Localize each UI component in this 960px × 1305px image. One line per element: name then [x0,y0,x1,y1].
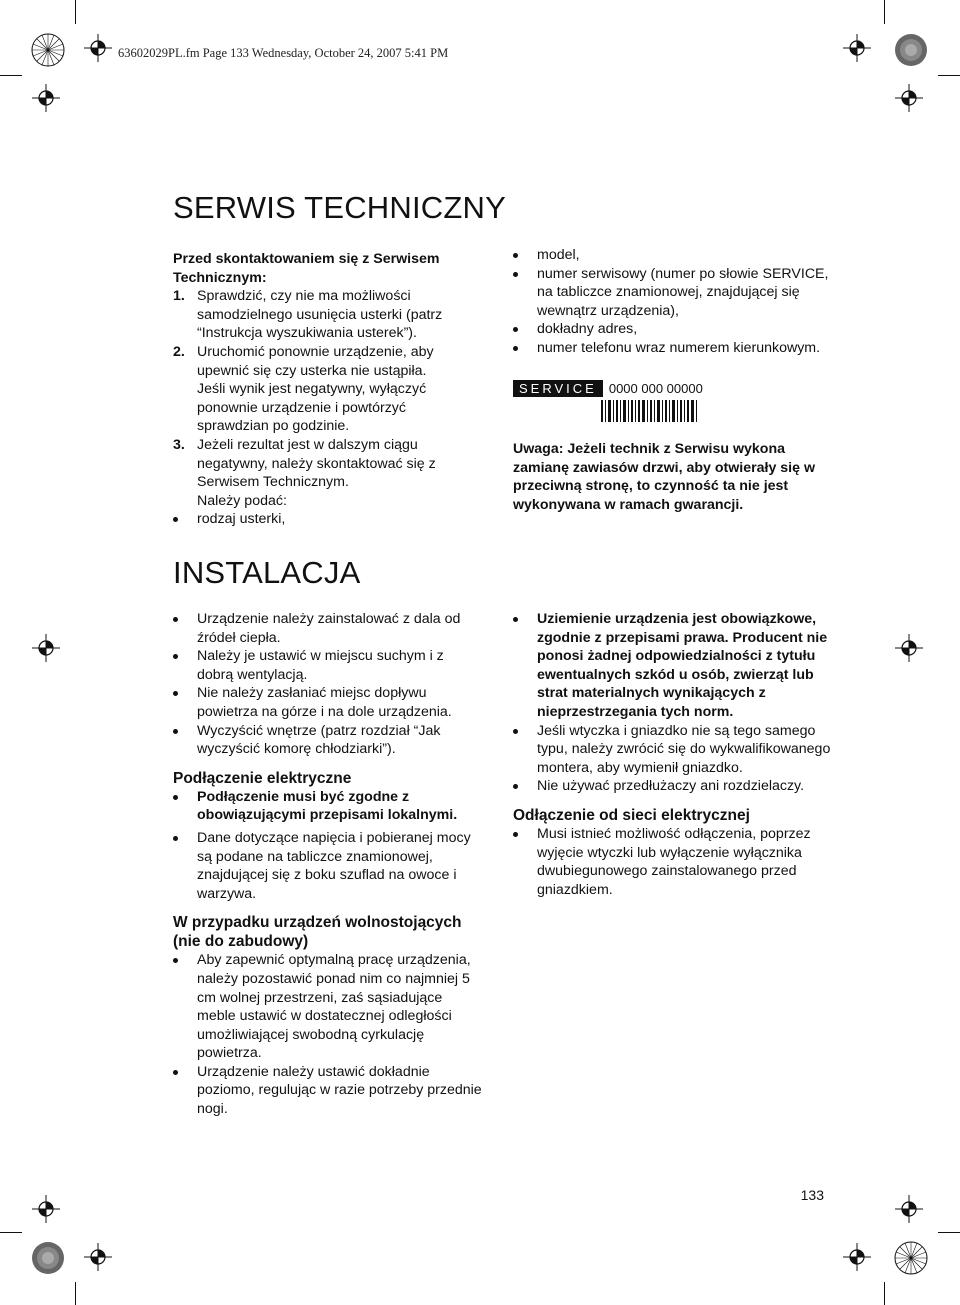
step-line: Jeśli wynik jest negatywny, wyłączyć [197,381,427,398]
step-line: Uruchomić ponownie urządzenie, aby [197,343,434,360]
registration-mark-bottom-right [893,1240,929,1276]
service-left-bullets [173,510,483,529]
service-left-column [173,250,483,529]
list-item: Jeśli wtyczka i gniazdko nie są tego samego typu, należy zwrócić się do wykwalifikowanego montera, aby wymienił gniazdko. [513,722,833,778]
step-line: “Instrukcja wyszukiwania usterek”). [197,325,417,342]
list-item: Dane dotyczące napięcia i pobieranej mocy są podane na tabliczce znamionowej, znajdującej się z boku szuflad na owoce i warzywa. [173,829,483,903]
step-line: negatywny, należy skontaktować się z [197,455,436,472]
list-item: Wyczyścić wnętrze (patrz rozdział “Jak wyczyścić komorę chłodziarki”). [173,722,483,759]
step-line: upewnić się czy usterka nie ustąpiła. [197,362,427,379]
disconnect-heading: Odłączenie od sieci elektrycznej [513,806,750,824]
electric-heading: Podłączenie elektryczne [173,769,352,787]
color-wheel-mark-top-right [893,32,929,68]
step-3 [173,436,483,510]
service-intro: Przed skontaktowaniem się z Serwisem Technicznym: [173,251,440,286]
installation-right-column [513,610,833,899]
list-item: Nie używać przedłużaczy ani rozdzielaczy. [513,777,833,796]
electric-bullets [173,788,483,904]
crosshair-mark-bottom-right [843,1243,871,1271]
freestanding-bullets [173,951,483,1118]
crop-line [75,1282,76,1305]
step-line: Jeżeli rezultat jest w dalszym ciągu [197,436,418,453]
crop-line [938,75,960,76]
section-title-installation: INSTALACJA [173,555,361,590]
step-2 [173,343,483,436]
crosshair-mark-right-bottom [895,1195,923,1223]
list-item: Musi istnieć możliwość odłączenia, poprzez wyjęcie wtyczki lub wyłączenie wyłącznika dwubiegunowego zainstalowanego przed gniazdkiem. [513,825,833,899]
service-warning: Uwaga: Jeżeli technik z Serwisu wykona zamianę zawiasów drzwi, aby otwierały się w przeciwną stronę, to czynność ta nie jest wykonywana w ramach gwarancji. [513,441,815,513]
step-number: 2. [173,343,185,360]
step-line: sprawdzian po godzinie. [197,418,350,435]
list-item: model, [513,246,833,265]
crop-line [938,1232,960,1233]
service-label-block [513,380,833,423]
list-item: numer serwisowy (numer po słowie SERVICE, na tabliczce znamionowej, znajdującej się wewnątrz urządzenia), [513,265,833,321]
crosshair-mark-left-middle [32,634,60,662]
step-line: Należy podać: [197,492,287,509]
crosshair-mark-bottom-left [84,1243,112,1271]
barcode-icon [601,400,701,422]
service-label: SERVICE [513,380,603,397]
list-item: rodzaj usterki, [173,510,483,529]
registration-mark-top-left [30,32,66,68]
crosshair-mark-right-middle [895,634,923,662]
list-item: dokładny adres, [513,320,833,339]
installation-left-column [173,610,483,1119]
crosshair-mark-top-left [84,34,112,62]
crop-line [0,75,22,76]
list-item: Urządzenie należy ustawić dokładnie poziomo, regulując w razie potrzeby przednie nogi. [173,1063,483,1119]
list-item: Nie należy zasłaniać miejsc dopływu powietrza na górze i na dole urządzenia. [173,684,483,721]
print-header: 63602029PL.fm Page 133 Wednesday, October 24, 2007 5:41 PM [118,46,449,60]
crop-line [75,0,76,24]
list-item: Urządzenie należy zainstalować z dala od źródeł ciepła. [173,610,483,647]
service-right-bullets [513,246,833,358]
disconnect-bullets [513,825,833,899]
crosshair-mark-left-bottom [32,1195,60,1223]
color-wheel-mark-bottom-left [30,1240,66,1276]
step-number: 3. [173,436,185,453]
crop-line [884,1282,885,1305]
step-1 [173,287,483,343]
crosshair-mark-right-top [895,84,923,112]
step-number: 1. [173,288,185,305]
crosshair-mark-left-top [32,84,60,112]
list-item: Podłączenie musi być zgodne z obowiązującymi przepisami lokalnymi. [173,788,483,825]
crop-line [884,0,885,24]
step-line: Sprawdzić, czy nie ma możliwości [197,288,411,305]
step-line: samodzielnego usunięcia usterki (patrz [197,306,443,323]
list-item: Aby zapewnić optymalną pracę urządzenia, należy pozostawić ponad nim co najmniej 5 cm wolnej przestrzeni, zaś sąsiadujące meble ustawić w dostatecznej odległości umożliwiającej swobodną cyrkulację powietrza. [173,951,483,1063]
section-title-service: SERWIS TECHNICZNY [173,190,506,225]
service-number: 0000 000 00000 [608,380,703,396]
grounding-bullets [513,610,833,796]
installation-bullets [173,610,483,759]
list-item: numer telefonu wraz numerem kierunkowym. [513,339,833,358]
freestanding-heading: W przypadku urządzeń wolnostojących (nie do zabudowy) [173,914,462,951]
service-right-column [513,246,833,515]
list-item: Należy je ustawić w miejscu suchym i z dobrą wentylacją. [173,647,483,684]
crosshair-mark-top-right [843,34,871,62]
page-number: 133 [800,1187,824,1203]
step-line: ponownie urządzenie i powtórzyć [197,399,406,416]
crop-line [0,1232,22,1233]
step-line: Serwisem Technicznym. [197,474,349,491]
list-item: Uziemienie urządzenia jest obowiązkowe, zgodnie z przepisami prawa. Producent nie ponosi żadnej odpowiedzialności z tytułu ewentualnych szkód u osób, zwierząt lub strat materialnych wynikających z nieprzestrzegania tych norm. [513,610,833,722]
